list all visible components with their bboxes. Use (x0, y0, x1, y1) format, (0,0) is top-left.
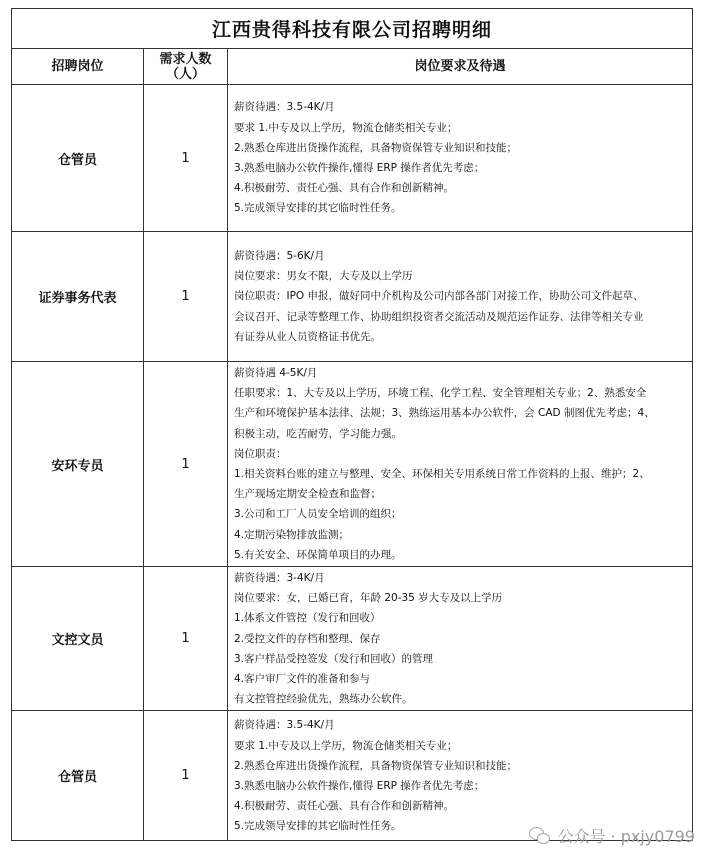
requirement-line: 5.有关安全、环保简单项目的办理。 (234, 548, 402, 561)
requirement-line: 4.积极耐劳、责任心强、具有合作和创新精神。 (234, 182, 455, 195)
requirement-line: 薪资待遇：5-6K/月 (234, 249, 325, 262)
count-cell: 1 (144, 232, 228, 362)
requirement-line: 任职要求：1、大专及以上学历，环境工程、化学工程、安全管理相关专业；2、熟悉安全 (234, 387, 647, 400)
table-row (12, 85, 693, 232)
requirement-line: 2.受控文件的存档和整理、保存 (234, 632, 381, 645)
header-requirements: 岗位要求及待遇 (228, 49, 693, 85)
requirement-line: 2.熟悉仓库进出货操作流程，具备物资保管专业知识和技能； (234, 759, 518, 772)
requirement-line: 岗位职责：IPO 申报，做好同中介机构及公司内部各部门对接工作，协助公司文件起草、 (234, 290, 644, 303)
table-row (12, 567, 693, 711)
requirements-cell (228, 85, 693, 232)
recruitment-table (11, 8, 693, 841)
requirement-line: 有证券从业人员资格证书优先。 (234, 330, 381, 343)
requirement-line: 岗位职责： (234, 447, 287, 460)
position-cell: 仓管员 (12, 85, 144, 232)
requirement-line: 4.客户审厂文件的准备和参与 (234, 673, 371, 686)
table-row (12, 711, 693, 841)
table-body (12, 85, 693, 841)
position-cell: 证券事务代表 (12, 232, 144, 362)
position-cell: 仓管员 (12, 711, 144, 841)
count-cell: 1 (144, 362, 228, 567)
requirements-cell (228, 232, 693, 362)
table-title: 江西贵得科技有限公司招聘明细 (12, 9, 693, 49)
header-position: 招聘岗位 (12, 49, 144, 85)
header-count-label: 需求人数（人） (159, 51, 212, 82)
header-count (144, 49, 228, 85)
requirements-cell (228, 711, 693, 841)
requirement-line: 薪资待遇：3.5-4K/月 (234, 101, 335, 114)
position-cell: 安环专员 (12, 362, 144, 567)
requirement-line: 5.完成领导安排的其它临时性任务。 (234, 202, 402, 215)
requirement-line: 生产和环境保护基本法律、法规；3、熟练运用基本办公软件，会 CAD 制图优先考虑；4、 (234, 407, 655, 420)
wechat-icon (529, 827, 551, 845)
requirement-line: 3.客户样品受控签发（发行和回收）的管理 (234, 652, 434, 665)
requirement-line: 2.熟悉仓库进出货操作流程，具备物资保管专业知识和技能； (234, 141, 518, 154)
requirement-line: 5.完成领导安排的其它临时性任务。 (234, 820, 402, 833)
requirement-line: 薪资待遇：3-4K/月 (234, 572, 325, 585)
requirement-line: 积极主动，吃苦耐劳，学习能力强。 (234, 427, 402, 440)
requirement-line: 3.熟悉电脑办公软件操作,懂得 ERP 操作者优先考虑； (234, 779, 485, 792)
requirement-line: 薪资待遇 4-5K/月 (234, 367, 318, 379)
count-cell: 1 (144, 85, 228, 232)
requirement-line: 1.体系文件管控（发行和回收） (234, 612, 381, 625)
requirement-line: 要求 1.中专及以上学历，物流仓储类相关专业； (234, 739, 458, 752)
requirement-line: 会议召开、记录等整理工作、协助组织投资者交流活动及规范运作证券、法律等相关专业 (234, 310, 644, 323)
position-cell: 文控文员 (12, 567, 144, 711)
requirement-line: 薪资待遇：3.5-4K/月 (234, 719, 335, 732)
requirement-line: 生产现场定期安全检查和监督； (234, 488, 381, 501)
requirements-cell (228, 362, 693, 567)
requirements-cell (228, 567, 693, 711)
count-cell: 1 (144, 567, 228, 711)
requirement-line: 要求 1.中专及以上学历，物流仓储类相关专业； (234, 121, 458, 134)
requirement-line: 有文控管控经验优先，熟练办公软件。 (234, 693, 413, 706)
requirement-line: 4.定期污染物排放监测； (234, 528, 350, 541)
requirement-line: 3.熟悉电脑办公软件操作,懂得 ERP 操作者优先考虑； (234, 162, 485, 174)
requirement-line: 3.公司和工厂人员安全培训的组织； (234, 508, 402, 521)
watermark (529, 824, 695, 847)
count-cell: 1 (144, 711, 228, 841)
requirement-line: 岗位要求：女，已婚已育，年龄 20-35 岁大专及以上学历 (234, 592, 503, 605)
table-row (12, 362, 693, 567)
requirement-line: 岗位要求：男女不限，大专及以上学历 (234, 270, 413, 283)
table-row (12, 232, 693, 362)
watermark-text: 公众号 · pxjy0799 (557, 827, 695, 846)
requirement-line: 4.积极耐劳、责任心强、具有合作和创新精神。 (234, 800, 455, 813)
requirement-line: 1.相关资料台账的建立与整理、安全、环保相关专用系统日常工作资料的上报、维护；2、 (234, 468, 650, 481)
header-row (12, 49, 693, 85)
